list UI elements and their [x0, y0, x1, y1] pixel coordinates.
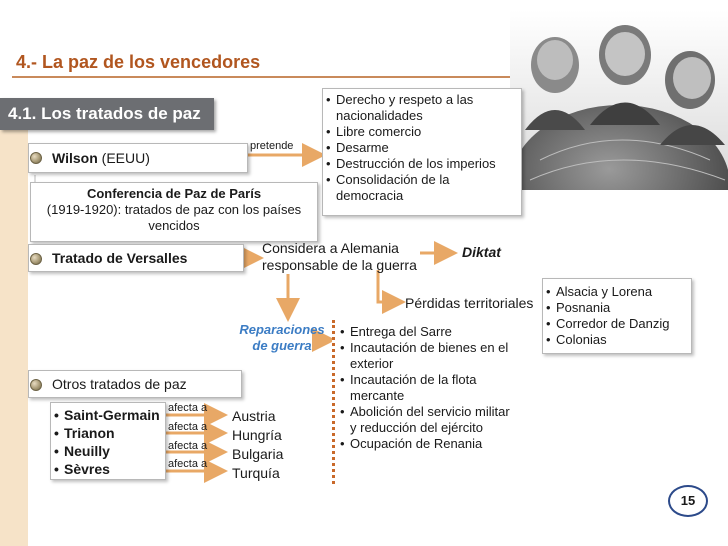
page-number: 15 — [668, 485, 708, 517]
loss-item: • Colonias — [546, 332, 690, 348]
conference-name: Conferencia de Paz de París — [86, 186, 262, 201]
affects-label: afecta a — [168, 440, 208, 452]
loss-item: • Posnania — [546, 300, 690, 316]
bullet-icon — [30, 152, 42, 164]
losses-label: Pérdidas territoriales — [405, 295, 534, 311]
wilson-goal-item: • Derecho y respeto a las nacionalidades — [326, 92, 518, 124]
bullet-icon — [30, 253, 42, 265]
treaty-list — [54, 406, 166, 478]
country-item: Hungría — [232, 427, 282, 443]
reparation-item: • Entrega del Sarre — [340, 324, 518, 340]
pretende-label: pretende — [250, 140, 294, 152]
wilson-goal-item: • Destrucción de los imperios — [326, 156, 518, 172]
reparation-item: • Ocupación de Renania — [340, 436, 518, 452]
slide-title: 4.- La paz de los vencedores — [16, 52, 261, 72]
treaty-item: • Saint-Germain — [54, 406, 166, 424]
country-item: Turquía — [232, 465, 280, 481]
affects-label: afecta a — [168, 402, 208, 414]
treaty-item: • Sèvres — [54, 460, 166, 478]
treaty-item: • Trianon — [54, 424, 166, 442]
wilson-label — [52, 150, 150, 167]
wilson-goal-item: • Consolidación de la democracia — [326, 172, 518, 204]
wilson-goals-list — [326, 92, 518, 204]
affects-label: afecta a — [168, 458, 208, 470]
loss-item: • Corredor de Danzig — [546, 316, 690, 332]
loss-item: • Alsacia y Lorena — [546, 284, 690, 300]
wilson-goal-item: • Desarme — [326, 140, 518, 156]
diktat-label: Diktat — [462, 244, 501, 260]
other-treaties-title: Otros tratados de paz — [52, 376, 187, 392]
country-item: Austria — [232, 408, 276, 424]
bullet-icon — [30, 379, 42, 391]
losses-list — [546, 284, 690, 348]
versalles-statement: Considera a Alemania responsable de la guerra — [262, 240, 417, 273]
versalles-name: Tratado de Versalles — [52, 250, 188, 266]
section-heading: 4.1. Los tratados de paz — [0, 98, 214, 130]
reparations-label: Reparaciones de guerra — [239, 322, 325, 353]
reparations-list — [340, 324, 518, 452]
reparation-item: • Incautación de la flota mercante — [340, 372, 518, 404]
conference-detail: (1919-1920): tratados de paz con los países vencidos — [46, 202, 302, 233]
country-item: Bulgaria — [232, 446, 284, 462]
reparation-item: • Incautación de bienes en el exterior — [340, 340, 518, 372]
affects-label: afecta a — [168, 421, 208, 433]
wilson-goal-item: • Libre comercio — [326, 124, 518, 140]
reparation-item: • Abolición del servicio militar y reducción del ejército — [340, 404, 518, 436]
wilson-name: Wilson — [52, 150, 98, 166]
conference-text — [40, 186, 308, 234]
wilson-country: (EEUU) — [101, 150, 150, 166]
treaty-item: • Neuilly — [54, 442, 166, 460]
